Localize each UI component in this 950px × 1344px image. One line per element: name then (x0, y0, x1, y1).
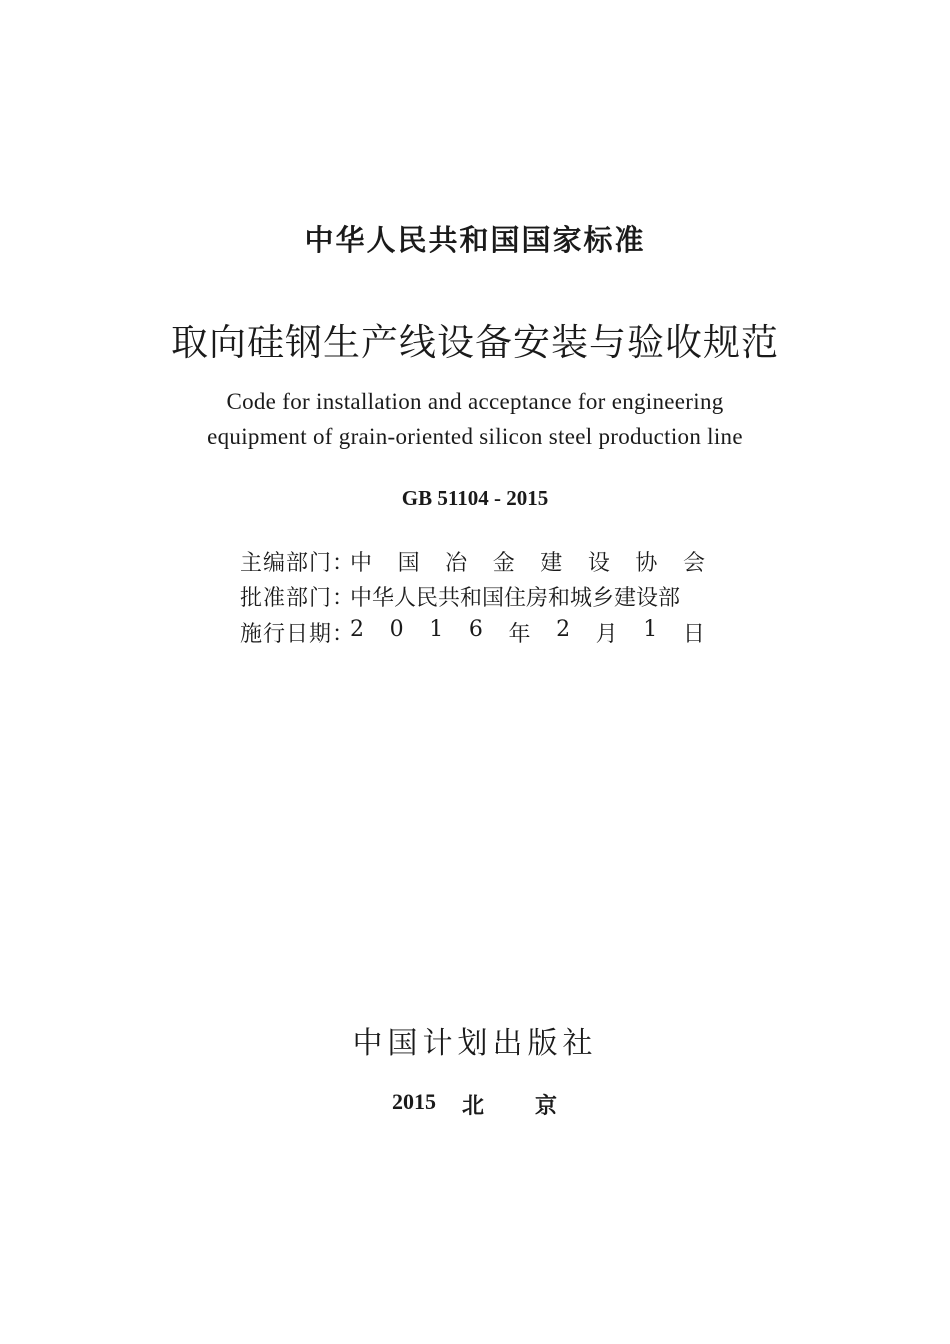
editor-char: 协 (635, 551, 658, 576)
date-char: 1 (643, 617, 658, 642)
city-char: 京 (534, 1094, 557, 1119)
effective-date-row (240, 617, 710, 647)
date-char: 2 (350, 617, 364, 642)
editor-row (240, 546, 710, 576)
city-char: 北 (462, 1094, 485, 1119)
date-char: 日 (682, 622, 705, 647)
publication-year: 2015 (392, 1089, 436, 1114)
date-char: 1 (429, 617, 444, 642)
date-char: 年 (508, 622, 531, 647)
date-char: 2 (556, 617, 571, 642)
date-char: 0 (389, 617, 404, 642)
publisher-name: 中国计划出版社 (352, 1026, 598, 1061)
effective-date-value (350, 617, 705, 648)
date-char: 6 (468, 617, 483, 642)
title-english-line-1: Code for installation and acceptance for engineering (226, 389, 724, 414)
standard-series: 中华人民共和国国家标准 (304, 223, 646, 257)
editor-char: 设 (587, 551, 610, 576)
publication-city (462, 1089, 557, 1120)
editor-char: 建 (540, 551, 563, 576)
editor-char: 国 (397, 551, 420, 576)
editor-char: 金 (492, 551, 515, 576)
editor-label: 主编部门： (240, 551, 356, 576)
effective-date-label: 施行日期： (240, 622, 356, 647)
editor-value (350, 546, 705, 577)
editor-char: 中 (350, 551, 373, 576)
title-chinese: 取向硅钢生产线设备安装与验收规范 (171, 321, 779, 364)
approver-label: 批准部门： (240, 586, 356, 611)
title-english-line-2: equipment of grain-oriented silicon steel production line (207, 424, 743, 449)
approver-value: 中华人民共和国住房和城乡建设部 (350, 586, 681, 611)
editor-char: 冶 (445, 551, 468, 576)
editor-char: 会 (682, 551, 705, 576)
date-char: 月 (595, 622, 618, 647)
standard-code: GB 51104 - 2015 (401, 486, 549, 510)
approver-row (240, 581, 710, 611)
